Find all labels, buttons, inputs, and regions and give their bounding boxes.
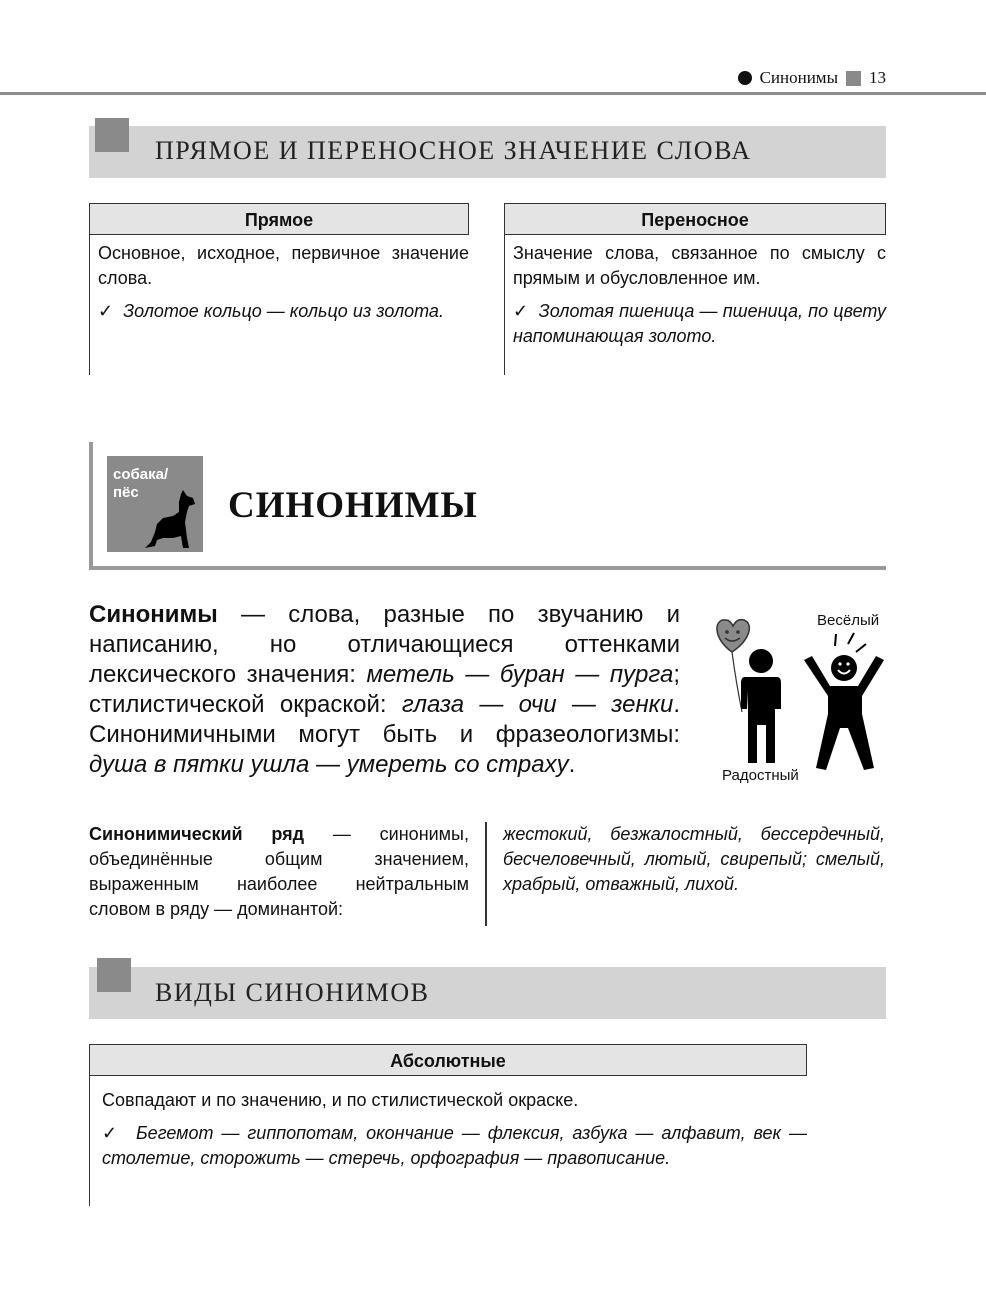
synonyms-definition — [89, 600, 680, 780]
synonymic-row-examples: жестокий, безжалостный, бессердечный, бесчеловечный, лютый, свирепый; смелый, храбрый, отважный, лихой. — [503, 824, 885, 894]
person-icon — [735, 645, 785, 763]
gray-square-icon — [846, 71, 861, 86]
banner-square-icon — [97, 958, 131, 992]
def-text-3: . Синонимичными могут быть и фразеологизмы: — [89, 691, 680, 748]
absolute-definition: Совпадают и по значению, и по стилистической окраске. — [102, 1090, 579, 1110]
def-text-2: ; стилистической окраской: — [89, 661, 680, 718]
synonyms-title: СИНОНИМЫ — [228, 485, 478, 526]
banner-square-icon — [95, 118, 129, 152]
absolute-example-line — [102, 1121, 807, 1171]
checkmark-icon: ✓ — [513, 301, 529, 321]
column-divider — [485, 822, 487, 926]
running-header-section: Синонимы — [759, 68, 838, 87]
direct-example: Золотое кольцо — кольцо из золота. — [123, 301, 444, 321]
figurative-example: Золотая пшеница — пшеница, по цвету напоминающая золото. — [513, 301, 886, 346]
direct-box-body — [89, 235, 469, 375]
figurative-example-line — [513, 299, 886, 349]
direct-box-header: Прямое — [89, 203, 469, 235]
synonyms-term: Синонимы — [89, 601, 218, 628]
cheering-person-icon — [800, 630, 890, 772]
header-rule — [0, 92, 986, 95]
def-text-4: . — [568, 751, 576, 778]
figurative-box-body — [504, 235, 886, 375]
def-example-1: метель — буран — пурга — [366, 661, 674, 688]
synonyms-icon-tile — [107, 456, 203, 552]
def-example-3: душа в пятки ушла — умереть со страху — [89, 751, 569, 778]
absolute-box-body — [89, 1076, 807, 1206]
synonyms-icon-text: собака/ пёс — [113, 466, 169, 501]
dog-icon — [143, 488, 201, 550]
figurative-definition: Значение слова, связанное по смыслу с прямым и обусловленное им. — [513, 243, 886, 288]
label-joyful: Радостный — [722, 767, 799, 784]
def-example-2: глаза — очи — зенки — [401, 691, 674, 718]
synonyms-heading-frame — [89, 442, 886, 570]
synonymic-row-definition — [89, 822, 469, 922]
def-text-1: — слова, разные по звучанию и написанию, но отличающиеся оттенками лексического значения: — [89, 601, 680, 688]
absolute-box-header: Абсолютные — [89, 1044, 807, 1076]
absolute-example: Бегемот — гиппопотам, окончание — флексия, азбука — алфавит, век — столетие, сторожить — стеречь, орфография — правописание. — [102, 1123, 807, 1168]
figurative-box-header: Переносное — [504, 203, 886, 235]
section-title-meaning: ПРЯМОЕ И ПЕРЕНОСНОЕ ЗНАЧЕНИЕ СЛОВА — [155, 136, 752, 165]
label-cheerful: Весёлый — [817, 612, 880, 629]
running-header — [738, 68, 886, 88]
synonymic-row-term: Синонимический ряд — [89, 824, 305, 844]
section-title-types: ВИДЫ СИНОНИМОВ — [155, 978, 430, 1007]
page-number: 13 — [869, 68, 886, 87]
checkmark-icon: ✓ — [98, 301, 114, 321]
bullet-dot-icon — [738, 71, 752, 85]
synonymic-row-text: — синонимы, объединённые общим значением, выраженным наиболее нейтральным словом в ряду — доминантой: — [89, 824, 469, 919]
checkmark-icon: ✓ — [102, 1123, 121, 1143]
direct-example-line — [98, 299, 469, 324]
direct-definition: Основное, исходное, первичное значение слова. — [98, 243, 469, 288]
